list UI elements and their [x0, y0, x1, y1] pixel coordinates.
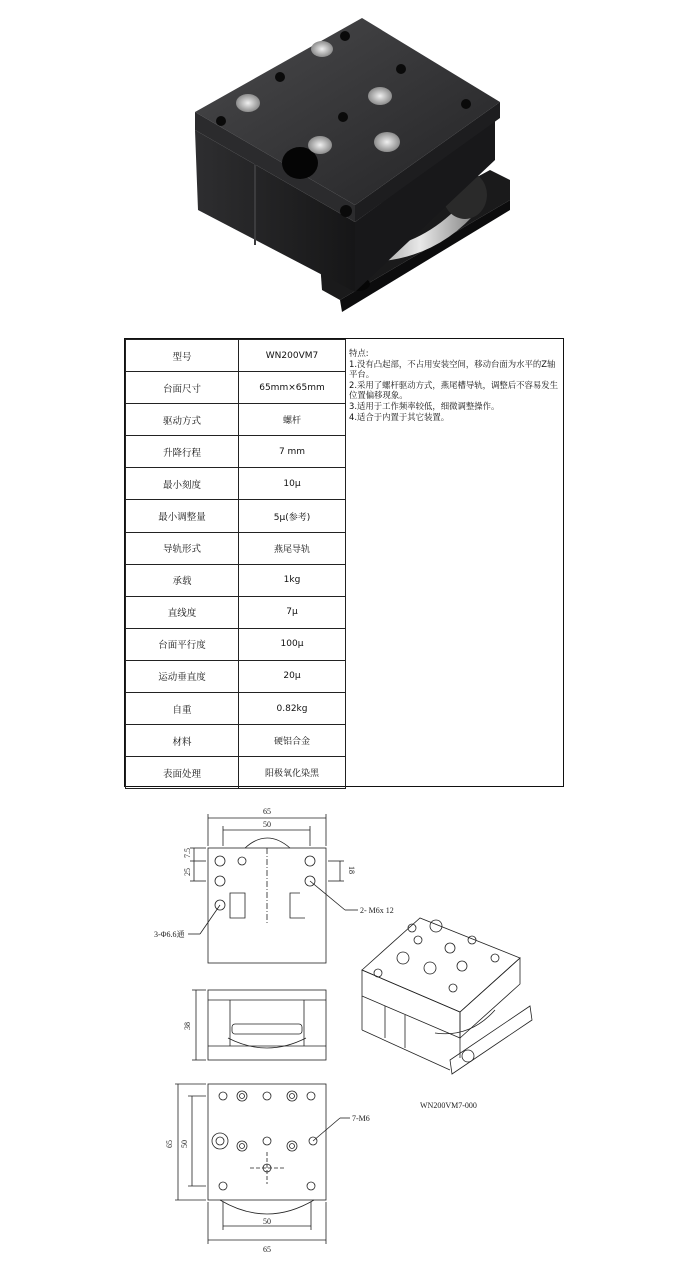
- spec-label: 台面尺寸: [126, 372, 239, 404]
- table-row: [126, 500, 346, 532]
- label-top-tapped: 2- M6x 12: [360, 906, 394, 915]
- spec-value: 65mm×65mm: [239, 372, 346, 404]
- table-row: [126, 757, 346, 789]
- spec-label: 承载: [126, 564, 239, 596]
- dim-bottom-height-outer: 65: [165, 1140, 174, 1148]
- spec-table: [124, 338, 564, 787]
- label-bottom-tapped: 7-M6: [352, 1114, 370, 1123]
- spec-table-grid: [125, 339, 346, 789]
- table-row: [126, 693, 346, 725]
- table-row: [126, 596, 346, 628]
- dim-bottom-width-outer: 65: [263, 1245, 271, 1254]
- dim-top-right: 18: [347, 866, 356, 874]
- technical-drawing: [150, 798, 590, 1258]
- spec-label: 材料: [126, 725, 239, 757]
- feature-item: 4.适合于内置于其它装置。: [349, 411, 450, 422]
- feature-item: 1.没有凸起部，不占用安装空间，移动台面为水平的Z轴平台。: [349, 358, 556, 380]
- table-row: [126, 532, 346, 564]
- table-row: [126, 340, 346, 372]
- spec-label: 直线度: [126, 596, 239, 628]
- spec-label: 驱动方式: [126, 404, 239, 436]
- label-top-holes: 3-Φ6.6通: [154, 930, 185, 939]
- spec-value: 7μ: [239, 596, 346, 628]
- table-row: [126, 660, 346, 692]
- spec-value: 100μ: [239, 628, 346, 660]
- dim-bottom-width-inner: 50: [263, 1217, 271, 1226]
- dim-top-width-inner: 50: [263, 820, 271, 829]
- dim-top-width-outer: 65: [263, 807, 271, 816]
- spec-value: 阳极氧化染黑: [239, 757, 346, 789]
- spec-label: 型号: [126, 340, 239, 372]
- table-row: [126, 628, 346, 660]
- features-title: 特点:: [349, 348, 369, 358]
- side-view: [192, 990, 326, 1060]
- dim-side-height: 38: [183, 1022, 192, 1030]
- table-row: [126, 468, 346, 500]
- feature-item: 3.适用于工作频率较低，细微调整操作。: [349, 400, 500, 411]
- dim-top-left-1: 7.5: [183, 848, 192, 858]
- table-row: [126, 725, 346, 757]
- table-row: [126, 564, 346, 596]
- iso-caption: WN200VM7-000: [420, 1101, 477, 1110]
- spec-label: 表面处理: [126, 757, 239, 789]
- spec-value: 10μ: [239, 468, 346, 500]
- spec-value: 20μ: [239, 660, 346, 692]
- spec-value: 7 mm: [239, 436, 346, 468]
- spec-value: 5μ(参考): [239, 500, 346, 532]
- spec-label: 台面平行度: [126, 628, 239, 660]
- spec-value: WN200VM7: [239, 340, 346, 372]
- spec-label: 运动垂直度: [126, 660, 239, 692]
- table-row: [126, 436, 346, 468]
- iso-view: [362, 918, 532, 1074]
- table-row: [126, 372, 346, 404]
- spec-label: 最小刻度: [126, 468, 239, 500]
- spec-value: 0.82kg: [239, 693, 346, 725]
- spec-label: 自重: [126, 693, 239, 725]
- spec-label: 最小调整量: [126, 500, 239, 532]
- product-photo: [150, 0, 530, 330]
- feature-item: 2.采用了螺杆驱动方式，燕尾槽导轨，调整后不容易发生位置偏移现象。: [349, 379, 558, 401]
- top-view: [188, 814, 358, 963]
- table-row: [126, 404, 346, 436]
- spec-value: 硬铝合金: [239, 725, 346, 757]
- spec-label: 升降行程: [126, 436, 239, 468]
- dim-bottom-height-inner: 50: [180, 1140, 189, 1148]
- spec-value: 1kg: [239, 564, 346, 596]
- dim-top-left-2: 25: [183, 868, 192, 876]
- features-panel: [345, 339, 565, 785]
- spec-value: 螺杆: [239, 404, 346, 436]
- spec-value: 燕尾导轨: [239, 532, 346, 564]
- spec-label: 导轨形式: [126, 532, 239, 564]
